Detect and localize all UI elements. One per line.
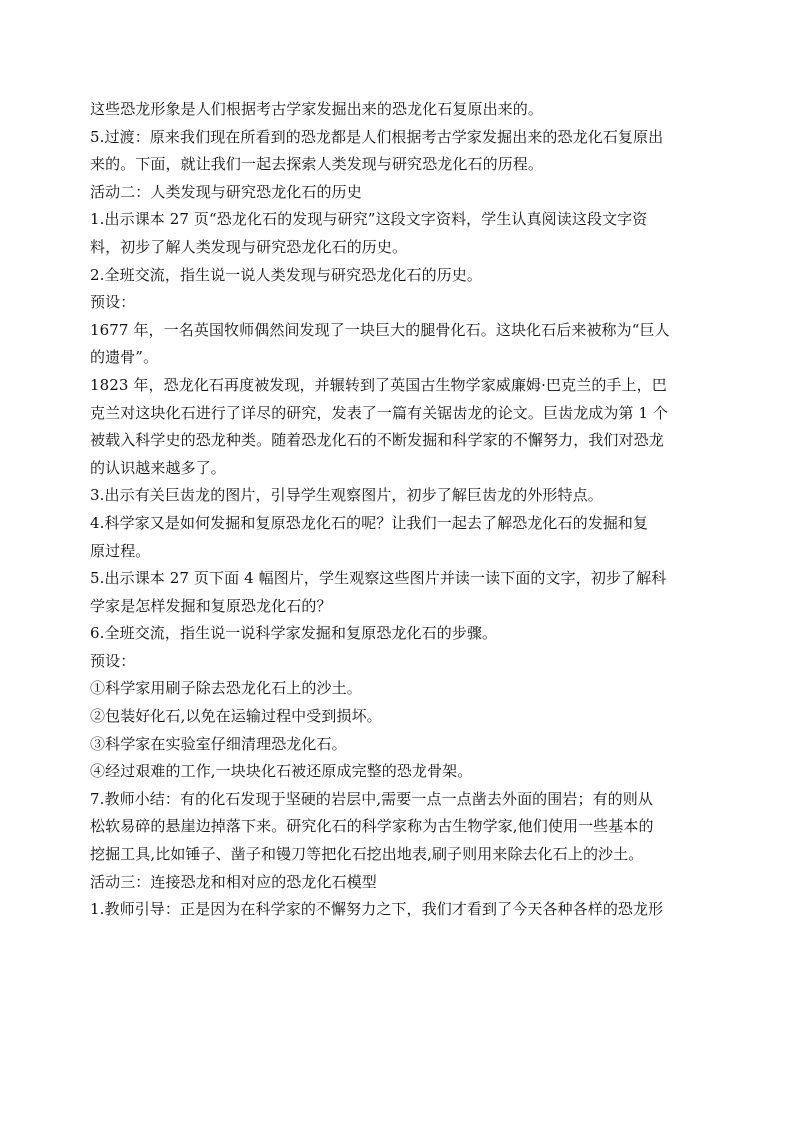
text-line: 2.全班交流，指生说一说人类发现与研究恐龙化石的历史。 [90,265,483,284]
text-line: 1.教师引导：正是因为在科学家的不懈努力之下，我们才看到了今天各种各样的恐龙形 [90,900,664,919]
text-line: 3.出示有关巨齿龙的图片，引导学生观察图片，初步了解巨齿龙的外形特点。 [90,486,603,505]
text-line: 料，初步了解人类发现与研究恐龙化石的历史。 [90,237,408,256]
text-line: 预设： [90,293,136,312]
text-line: 挖掘工具,比如锤子、凿子和镘刀等把化石挖出地表,刷子则用来除去化石上的沙土。 [90,845,644,864]
list-item: ①科学家用刷子除去恐龙化石上的沙土。 [90,679,362,698]
text-line: 被载入科学史的恐龙种类。随着恐龙化石的不断发掘和科学家的不懈努力，我们对恐龙 [90,431,664,450]
text-line: 克兰对这块化石进行了详尽的研究，发表了一篇有关锯齿龙的论文。巨齿龙成为第 1 个 [90,403,669,422]
text-line: 5.过渡：原来我们现在所看到的恐龙都是人们根据考古学家发掘出来的恐龙化石复原出 [90,127,664,146]
text-line: 学家是怎样发掘和复原恐龙化石的？ [90,596,332,615]
section-heading: 活动三：连接恐龙和相对应的恐龙化石模型 [90,872,377,891]
text-line: 1.出示课本 27 页“恐龙化石的发现与研究”这段文字资料，学生认真阅读这段文字资 [90,210,648,229]
text-line: 预设： [90,651,136,670]
text-line: 6.全班交流，指生说一说科学家发掘和复原恐龙化石的步骤。 [90,624,498,643]
text-line: 4.科学家又是如何发掘和复原恐龙化石的呢？让我们一起去了解恐龙化石的发掘和复 [90,513,649,532]
list-item: ②包装好化石,以免在运输过程中受到损坏。 [90,707,382,726]
text-line: 5.出示课本 27 页下面 4 幅图片，学生观察这些图片并读一读下面的文字，初步了解科 [90,569,667,588]
text-line: 的遗骨”。 [90,348,159,367]
document-body [90,96,702,924]
text-line: 1823 年，恐龙化石再度被发现，并辗转到了英国古生物学家威廉姆·巴克兰的手上，巴 [90,375,667,394]
text-line: 原过程。 [90,541,151,560]
list-item: ④经过艰难的工作,一块块化石被还原成完整的恐龙骨架。 [90,762,473,781]
text-line: 1677 年，一名英国牧师偶然间发现了一块巨大的腿骨化石。这块化石后来被称为“巨人 [90,320,670,339]
text-line: 的认识越来越多了。 [90,458,226,477]
section-heading: 活动二：人类发现与研究恐龙化石的历史 [90,182,362,201]
text-line: 来的。下面，就让我们一起去探索人类发现与研究恐龙化石的历程。 [90,155,544,174]
text-line: 松软易碎的悬崖边掉落下来。研究化石的科学家称为古生物学家,他们使用一些基本的 [90,817,654,836]
text-line: 这些恐龙形象是人们根据考古学家发掘出来的恐龙化石复原出来的。 [90,100,544,118]
list-item: ③科学家在实验室仔细清理恐龙化石。 [90,734,347,753]
text-line: 7.教师小结：有的化石发现于坚硬的岩层中,需要一点一点凿去外面的围岩；有的则从 [90,789,653,808]
